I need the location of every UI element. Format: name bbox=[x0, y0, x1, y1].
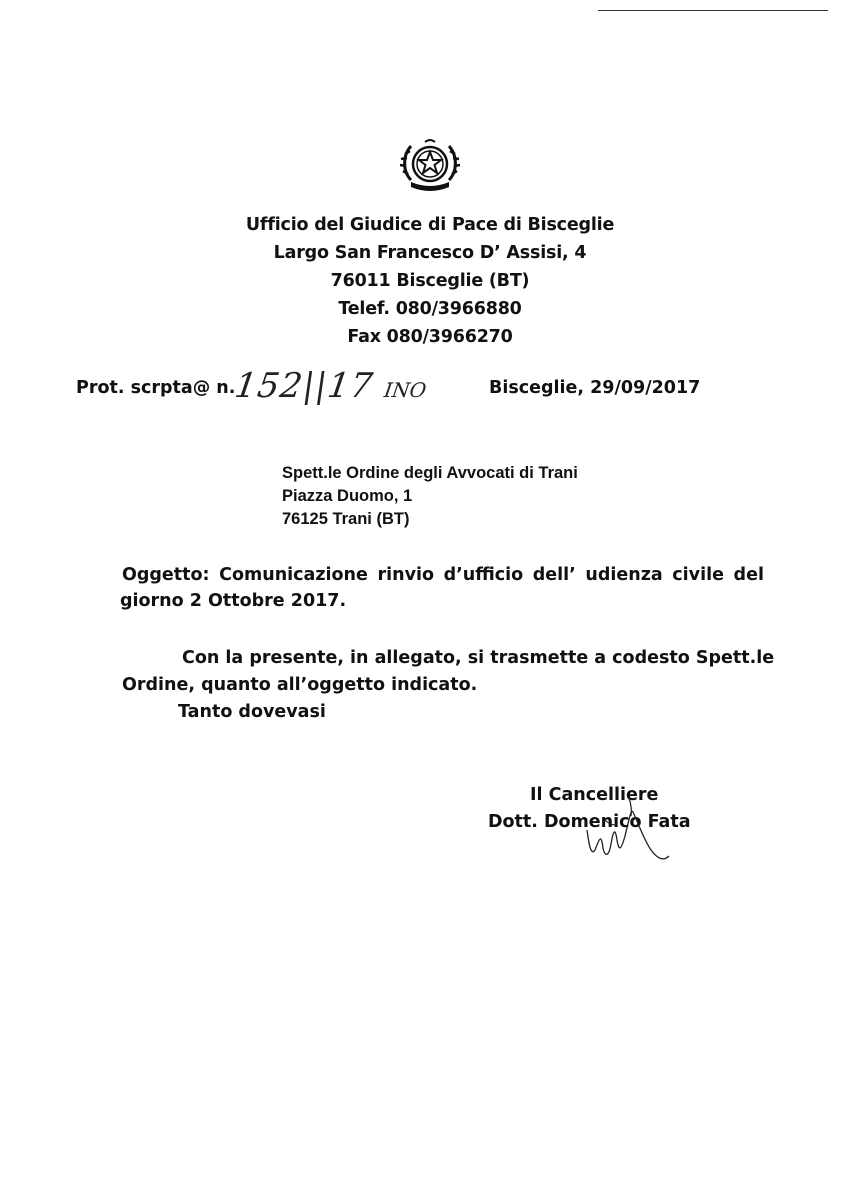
subject-word: d’ufficio bbox=[443, 565, 524, 585]
subject-word: del bbox=[733, 565, 764, 585]
office-fax: Fax 080/3966270 bbox=[347, 327, 513, 347]
protocol-number: 152||17 bbox=[232, 366, 376, 406]
office-header bbox=[200, 211, 660, 351]
signature-role: Il Cancelliere bbox=[530, 785, 659, 805]
subject-line-2: giorno 2 Ottobre 2017. bbox=[120, 591, 347, 611]
subject-word: udienza bbox=[585, 565, 663, 585]
subject-word: civile bbox=[672, 565, 724, 585]
subject-word: Oggetto: bbox=[122, 565, 210, 585]
office-city: 76011 Bisceglie (BT) bbox=[330, 271, 530, 291]
recipient-address: Piazza Duomo, 1 bbox=[282, 487, 413, 505]
body-line-3: Tanto dovevasi bbox=[178, 702, 326, 722]
recipient-city: 76125 Trani (BT) bbox=[282, 510, 410, 528]
handwritten-signature-icon bbox=[585, 790, 695, 880]
signature-name: Dott. Domenico Fata bbox=[488, 812, 691, 832]
recipient-block bbox=[282, 462, 578, 531]
body-line-1: Con la presente, in allegato, si trasmette a codesto Spett.le bbox=[182, 648, 775, 668]
subject-word: rinvio bbox=[377, 565, 435, 585]
top-rule-divider bbox=[598, 10, 828, 11]
date-line: Bisceglie, 29/09/2017 bbox=[489, 378, 701, 398]
protocol-suffix: INO bbox=[382, 378, 428, 402]
office-address: Largo San Francesco D’ Assisi, 4 bbox=[273, 243, 587, 263]
subject-block bbox=[122, 562, 764, 614]
subject-word: Comunicazione bbox=[219, 565, 368, 585]
italian-republic-emblem-icon bbox=[399, 134, 461, 196]
body-line-2: Ordine, quanto all’oggetto indicato. bbox=[122, 675, 478, 695]
protocol-handwritten-number bbox=[232, 366, 429, 406]
subject-word: dell’ bbox=[532, 565, 576, 585]
office-name: Ufficio del Giudice di Pace di Bisceglie bbox=[245, 215, 615, 235]
recipient-name: Spett.le Ordine degli Avvocati di Trani bbox=[282, 464, 578, 482]
office-telephone: Telef. 080/3966880 bbox=[338, 299, 522, 319]
subject-line-1 bbox=[122, 562, 764, 588]
protocol-label: Prot. scrpta@ n. bbox=[76, 378, 236, 398]
letter-body bbox=[122, 645, 782, 726]
